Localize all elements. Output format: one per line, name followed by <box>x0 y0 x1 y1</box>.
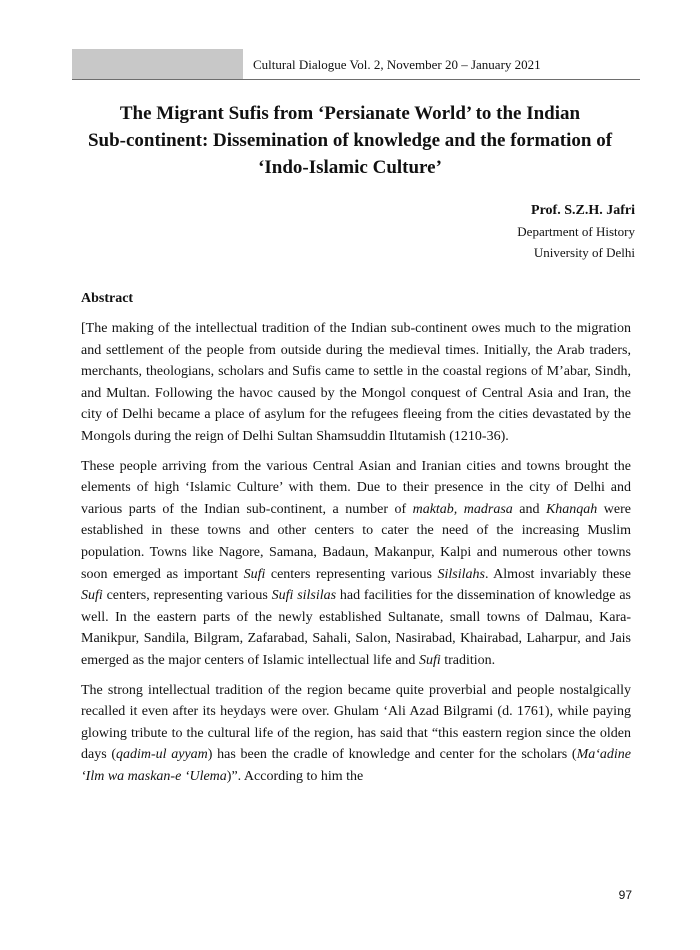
paragraph-2 <box>81 456 631 672</box>
text-run: These people arriving from the various Central Asian and Iranian cities and towns brought the elements of high ‘Islamic Culture’ with them. Due to their presence in the city of Delhi and various parts of the Indian sub-continent, a number of <box>81 458 631 517</box>
paragraph-1 <box>81 318 631 448</box>
text-run: were established in these towns and other centers to cater the need of the increasing Muslim population. Towns like Nagore, Samana, Badaun, Makanpur, Kalpi and numerous other towns soon emerged as important <box>81 501 631 582</box>
text-run: The strong intellectual tradition of the region became quite proverbial and people nostalgically recalled it even after its heydays were over. Ghulam ‘Ali Azad Bilgrami (d. 1761), while paying glowing tribute to the cultural life of the region, has said that “this eastern region since the olden days ( <box>81 682 631 763</box>
italic-term: Sufi silsilas <box>271 588 337 604</box>
journal-running-head: Cultural Dialogue Vol. 2, November 20 – January 2021 <box>253 57 541 72</box>
page-number: 97 <box>618 888 632 902</box>
text-run: centers, representing various <box>102 588 272 604</box>
text-run: had facilities for the dissemination of knowledge as well. In the eastern parts of the newly established Sultanate, small towns of Dalmau, Kara-Manikpur, Sandila, Bilgram, Zafarabad, Sahali, Salon, Nasirabad, Khairabad, Laharpur, and Jais emerged as the major centers of Islamic intellectual life and <box>81 588 631 668</box>
text-run: ) has been the cradle of knowledge and center for the scholars ( <box>207 747 577 763</box>
article-title <box>60 100 640 181</box>
author-department: Department of History <box>517 224 635 239</box>
paragraph-3 <box>81 680 631 788</box>
italic-term: Sufi <box>418 652 441 668</box>
italic-term: qadim-ul ayyam <box>116 747 208 763</box>
title-line-3: ‘Indo-Islamic Culture’ <box>258 157 442 178</box>
text-run: )”. According to him the <box>226 768 364 784</box>
author-university: University of Delhi <box>533 245 635 260</box>
author-block <box>517 200 635 263</box>
abstract-heading: Abstract <box>81 291 134 306</box>
italic-term: Silsilahs <box>437 566 485 582</box>
header-shade-block <box>72 49 243 79</box>
title-line-1: The Migrant Sufis from ‘Persianate World’ to the Indian <box>119 103 581 124</box>
running-header <box>72 49 640 80</box>
title-line-2: Sub-continent: Dissemination of knowledge and the formation of <box>87 130 613 151</box>
text-run: centers representing various <box>265 566 438 582</box>
author-name: Prof. S.Z.H. Jafri <box>531 203 635 218</box>
text-run: tradition. <box>440 652 496 668</box>
text-run: . Almost invariably these <box>484 566 631 582</box>
italic-term: maktab, madrasa <box>412 501 513 517</box>
abstract-body <box>81 318 631 795</box>
text-run: [The making of the intellectual tradition of the Indian sub-continent owes much to the migration and settlement of the people from outside during the medieval times. Initially, the Arab traders, merchants, theologians, scholars and Sufis came to settle in the coastal regions of M’abar, Sindh, and Multan. Following the havoc caused by the Mongol conquest of Central Asia and Iran, the city of Delhi became a place of asylum for the refugees fleeing from the cities devastated by the Mongols during the reign of Delhi Sultan Shamsuddin Iltutamish (1210-36). <box>81 321 631 444</box>
italic-term: Ma‘adine ‘Ilm wa maskan-e ‘Ulema <box>81 747 631 784</box>
italic-term: Sufi <box>81 588 103 604</box>
italic-term: Sufi <box>243 566 266 582</box>
text-run: and <box>512 501 546 517</box>
italic-term: Khanqah <box>545 501 598 517</box>
